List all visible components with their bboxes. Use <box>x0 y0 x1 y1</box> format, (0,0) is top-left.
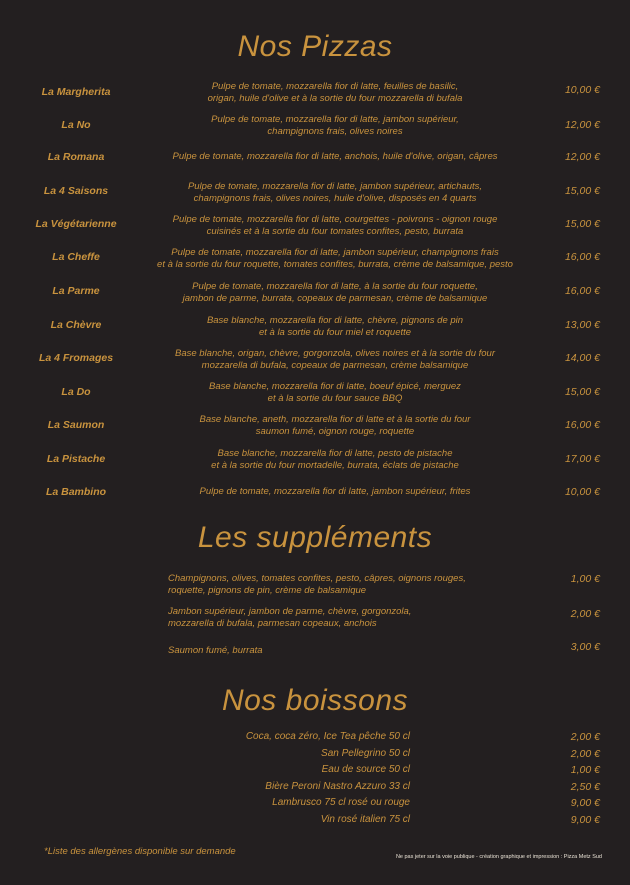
allergens-note: *Liste des allergènes disponible sur demande <box>44 846 236 857</box>
supplement-price: 1,00 € <box>570 573 600 585</box>
pizza-name: La Saumon <box>47 419 105 431</box>
pizza-row <box>0 414 630 444</box>
pizza-desc <box>140 348 530 372</box>
pizza-row <box>0 81 630 111</box>
pizza-row <box>0 315 630 345</box>
supplement-price: 2,00 € <box>570 608 600 620</box>
supplements-title: Les suppléments <box>197 521 433 554</box>
pizza-name: La Margherita <box>41 86 111 98</box>
pizza-desc <box>140 315 530 339</box>
pizza-row <box>0 151 630 181</box>
pizza-price: 10,00 € <box>564 486 600 498</box>
drink-name: Vin rosé italien 75 cl <box>320 814 410 825</box>
pizza-row <box>0 486 630 516</box>
pizza-name: La Chèvre <box>50 319 102 331</box>
pizza-desc-line: Base blanche, aneth, mozzarella fior di latte et à la sortie du four <box>199 414 471 425</box>
pizza-desc-line: Pulpe de tomate, mozzarella fior di latte, jambon supérieur, artichauts, <box>187 181 483 192</box>
pizza-desc-line: et à la sortie du four mortadelle, burrata, éclats de pistache <box>211 460 459 471</box>
pizza-price: 10,00 € <box>564 84 600 96</box>
pizza-name: La Pistache <box>46 453 106 465</box>
pizza-name: La Parme <box>52 285 100 297</box>
pizza-desc-line: Pulpe de tomate, mozzarella fior di latte, feuilles de basilic, <box>211 81 459 92</box>
pizza-price: 16,00 € <box>564 285 600 297</box>
pizza-price: 12,00 € <box>564 151 600 163</box>
pizza-desc-line: saumon fumé, oignon rouge, roquette <box>255 426 415 437</box>
pizza-desc-line: Pulpe de tomate, mozzarella fior di latte, jambon supérieur, <box>211 114 459 125</box>
pizza-price: 13,00 € <box>564 319 600 331</box>
pizza-price: 14,00 € <box>564 352 600 364</box>
supplement-desc-line: Champignons, olives, tomates confites, pesto, câpres, oignons rouges, <box>168 573 466 584</box>
drink-row <box>0 814 630 844</box>
pizzas-title: Nos Pizzas <box>237 30 393 63</box>
pizza-row <box>0 381 630 411</box>
pizza-name: La No <box>61 119 91 131</box>
pizza-price: 12,00 € <box>564 119 600 131</box>
pizza-desc <box>140 151 530 163</box>
pizza-row <box>0 281 630 311</box>
pizza-desc <box>140 114 530 138</box>
pizza-price: 15,00 € <box>564 218 600 230</box>
drink-name: San Pellegrino 50 cl <box>321 748 410 759</box>
drink-price: 9,00 € <box>570 797 600 809</box>
print-credit: Ne pas jeter sur la voie publique - création graphique et impression : Pizza Metz Sud <box>395 854 602 860</box>
pizza-desc <box>140 81 530 105</box>
supplement-desc <box>168 645 488 657</box>
pizza-desc-line: jambon de parme, burrata, copeaux de parmesan, crème de balsamique <box>182 293 488 304</box>
drink-price: 2,00 € <box>570 748 600 760</box>
drink-name: Eau de source 50 cl <box>321 764 410 775</box>
pizza-desc-line: et à la sortie du four sauce BBQ <box>267 393 403 404</box>
pizza-row <box>0 348 630 378</box>
pizza-price: 17,00 € <box>564 453 600 465</box>
pizza-desc-line: Pulpe de tomate, mozzarella fior di latte, courgettes - poivrons - oignon rouge <box>172 214 498 225</box>
pizza-desc-line: Pulpe de tomate, mozzarella fior di latte, anchois, huile d'olive, origan, câpres <box>172 151 498 162</box>
pizza-desc-line: Base blanche, mozzarella fior di latte, pesto de pistache <box>217 448 453 459</box>
pizza-row <box>0 114 630 144</box>
supplement-row <box>0 641 630 675</box>
pizza-name: La Bambino <box>45 486 107 498</box>
pizza-desc <box>140 381 530 405</box>
pizza-desc-line: Base blanche, mozzarella fior di latte, boeuf épicé, merguez <box>209 381 461 392</box>
pizza-row <box>0 181 630 211</box>
drinks-title: Nos boissons <box>221 684 409 717</box>
pizza-desc-line: Pulpe de tomate, mozzarella fior di latte, jambon supérieur, frites <box>199 486 471 497</box>
drink-price: 1,00 € <box>570 764 600 776</box>
pizza-name: La Cheffe <box>52 251 100 263</box>
pizza-name: La Romana <box>47 151 105 163</box>
pizza-desc <box>140 486 530 498</box>
pizza-desc <box>140 414 530 438</box>
pizza-desc-line: et à la sortie du four roquette, tomates confites, burrata, crème de balsamique, pesto <box>157 259 513 270</box>
pizza-desc <box>140 214 530 238</box>
pizza-desc-line: Pulpe de tomate, mozzarella fior di latte, jambon supérieur, champignons frais <box>171 247 499 258</box>
drink-name: Lambrusco 75 cl rosé ou rouge <box>272 797 410 808</box>
pizza-desc-line: et à la sortie du four miel et roquette <box>258 327 412 338</box>
pizza-desc-line: Base blanche, origan, chèvre, gorgonzola, olives noires et à la sortie du four <box>174 348 496 359</box>
pizza-name: La 4 Fromages <box>38 352 114 364</box>
pizza-row <box>0 247 630 277</box>
pizza-name: La Do <box>61 386 91 398</box>
pizza-desc-line: Base blanche, mozzarella fior di latte, chèvre, pignons de pin <box>206 315 464 326</box>
pizza-desc-line: origan, huile d'olive et à la sortie du four mozzarella di bufala <box>207 93 463 104</box>
pizza-desc-line: mozzarella di bufala, copeaux de parmesan, crème balsamique <box>201 360 469 371</box>
pizza-price: 16,00 € <box>564 419 600 431</box>
pizza-row <box>0 448 630 478</box>
pizza-desc-line: champignons frais, olives noires, huile d'olive, disposés en 4 quarts <box>193 193 477 204</box>
pizza-desc-line: cuisinés et à la sortie du four tomates confites, pesto, burrata <box>206 226 464 237</box>
pizza-desc <box>140 247 530 271</box>
supplement-row <box>0 606 630 636</box>
pizza-desc <box>140 448 530 472</box>
pizza-desc <box>140 181 530 205</box>
drink-name: Bière Peroni Nastro Azzuro 33 cl <box>265 781 410 792</box>
supplement-desc-line: roquette, pignons de pin, crème de balsamique <box>168 585 367 596</box>
supplement-row <box>0 573 630 603</box>
drink-price: 2,50 € <box>570 781 600 793</box>
drink-price: 9,00 € <box>570 814 600 826</box>
pizza-row <box>0 214 630 244</box>
supplement-desc-line: Saumon fumé, burrata <box>168 645 263 656</box>
pizza-price: 16,00 € <box>564 251 600 263</box>
pizza-name: La 4 Saisons <box>43 185 109 197</box>
pizza-desc-line: champignons frais, olives noires <box>267 126 403 137</box>
supplement-price: 3,00 € <box>570 641 600 653</box>
pizza-price: 15,00 € <box>564 185 600 197</box>
pizza-name: La Végétarienne <box>35 218 117 230</box>
drink-name: Coca, coca zéro, Ice Tea pêche 50 cl <box>245 731 410 742</box>
drink-price: 2,00 € <box>570 731 600 743</box>
supplement-desc <box>168 573 488 597</box>
supplement-desc-line: Jambon supérieur, jambon de parme, chèvre, gorgonzola, <box>168 606 412 617</box>
pizza-desc-line: Pulpe de tomate, mozzarella fior di latte, à la sortie du four roquette, <box>192 281 478 292</box>
pizza-desc <box>140 281 530 305</box>
supplement-desc-line: mozzarella di bufala, parmesan copeaux, anchois <box>168 618 377 629</box>
pizza-price: 15,00 € <box>564 386 600 398</box>
supplement-desc <box>168 606 488 630</box>
